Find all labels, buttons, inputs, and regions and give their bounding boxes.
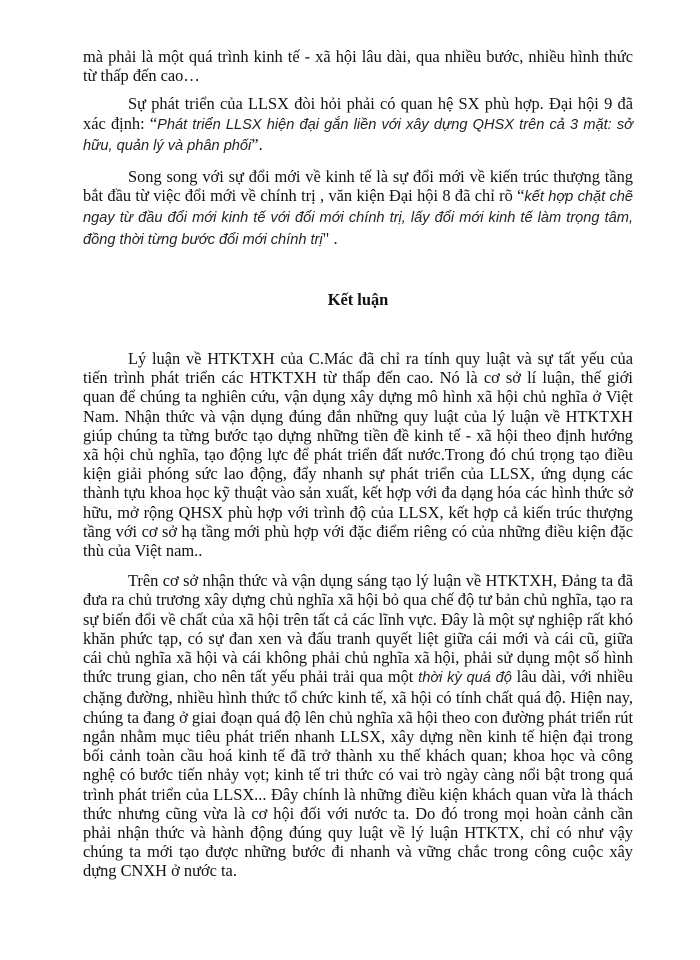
- section-title: Kết luận: [327, 289, 389, 309]
- paragraph-text: Song song với sự đổi mới về kinh tế là sự đổi mới về kiến trúc thượng tầng bắt đầu từ việc đổi mới về chính trị , văn kiện Đại hội 8 đã chỉ rõ “: [83, 167, 633, 206]
- paragraph-text: lâu dài, với nhiều chặng đường, nhiều hình thức tổ chức kinh tế, xã hội có tính chất quá độ. Hiện nay, chúng ta đang ở giai đoạn quá độ lên chủ nghĩa xã hội theo con đường phát triển rút ngắn nhằm mục tiêu phát triển nhanh LLSX, xây dựng nền kinh tế hiện đại trong bối cảnh toàn cầu hoá kinh tế đã trở thành xu thế khách quan; khoa học và công nghệ có bước tiến nhảy vọt; kinh tế tri thức có vai trò ngày càng nổi bật trong quá trình phát triển của LLSX... Đây chính là những điều kiện khách quan vừa là thách thức nhưng cũng vừa là cơ hội đối với nước ta. Do đó trong mọi hoàn cảnh cần phải nhận thức và hành động đúng quy luật về lý luận HTKTX, chỉ có như vậy chúng ta mới tạo được những bước đi nhanh và vững chắc trong công cuộc xây dựng CNXH ở nước ta.: [83, 667, 633, 881]
- paragraph-political-reform: [83, 167, 633, 250]
- italic-quote: Phát triển LLSX hiện đại gắn liền với xây dựng QHSX trên cả 3 mặt: sở hữu, quản lý và phân phối: [83, 116, 633, 154]
- paragraph-llsx-qhsx: [83, 94, 633, 156]
- conclusion-paragraph-2: [83, 571, 633, 880]
- paragraph-text: " .: [322, 228, 338, 248]
- italic-quote: kết hợp chặt chẽ ngay từ đầu đổi mới kinh tế với đổi mới chính trị, lấy đổi mới kinh tế làm trọng tâm, đồng thời từng bước đổi mới chính trị: [83, 189, 633, 248]
- conclusion-paragraph-1: Lý luận về HTKTXH của C.Mác đã chỉ ra tính quy luật và sự tất yếu của tiến trình phát triển các HTKTXH từ thấp đến cao. Nó là cơ sở lí luận, thế giới quan để chúng ta nghiên cứu, vận dụng xây dựng mô hình xã hội chủ nghĩa ở Việt Nam. Nhận thức và vận dụng đúng đắn những quy luật của lý luận về HTKTXH giúp chúng ta từng bước tạo dựng những tiền đề kinh tế - xã hội theo định hướng xã hội chủ nghĩa, tạo động lực để phát triển đất nước.Trong đó chú trọng tạo điều kiện giải phóng sức lao động, đẩy nhanh sự phát triển của LLSX, ứng dụng các thành tựu khoa học kỹ thuật vào sản xuất, kết hợp với đa dạng hóa các hình thức sở hữu, mở rộng QHSX phù hợp với trình độ của LLSX, kết hợp cả kiến trúc thượng tầng với cơ sở hạ tầng mới phù hợp với đặc điểm riêng có của những điều kiện đặc thù của Việt nam..: [83, 349, 633, 561]
- paragraph-text: Sự phát triển của LLSX đòi hỏi phải có quan hệ SX phù hợp. Đại hội 9 đã xác định: “: [83, 94, 633, 133]
- paragraph-text: Trên cơ sở nhận thức và vận dụng sáng tạo lý luận về HTKTXH, Đảng ta đã đưa ra chủ trương xây dựng chủ nghĩa xã hội bỏ qua chế độ tư bản chủ nghĩa, tạo ra sự biến đổi về chất của xã hội trên tất cả các lĩnh vực. Đây là một sự nghiệp rất khó khăn phức tạp, có sự đan xen và đấu tranh quyết liệt giữa cái mới và cái cũ, giữa cái chủ nghĩa xã hội và cái không phải chủ nghĩa xã hội, phải sử dụng một số hình thức trung gian, cho nên tất yếu phải trải qua một: [83, 571, 633, 687]
- paragraph-text: ”.: [251, 134, 263, 154]
- paragraph-continuation: mà phải là một quá trình kinh tế - xã hội lâu dài, qua nhiều bước, nhiều hình thức từ thấp đến cao…: [83, 47, 633, 86]
- italic-term: thời kỳ quá độ: [418, 670, 512, 687]
- document-page: [83, 47, 633, 881]
